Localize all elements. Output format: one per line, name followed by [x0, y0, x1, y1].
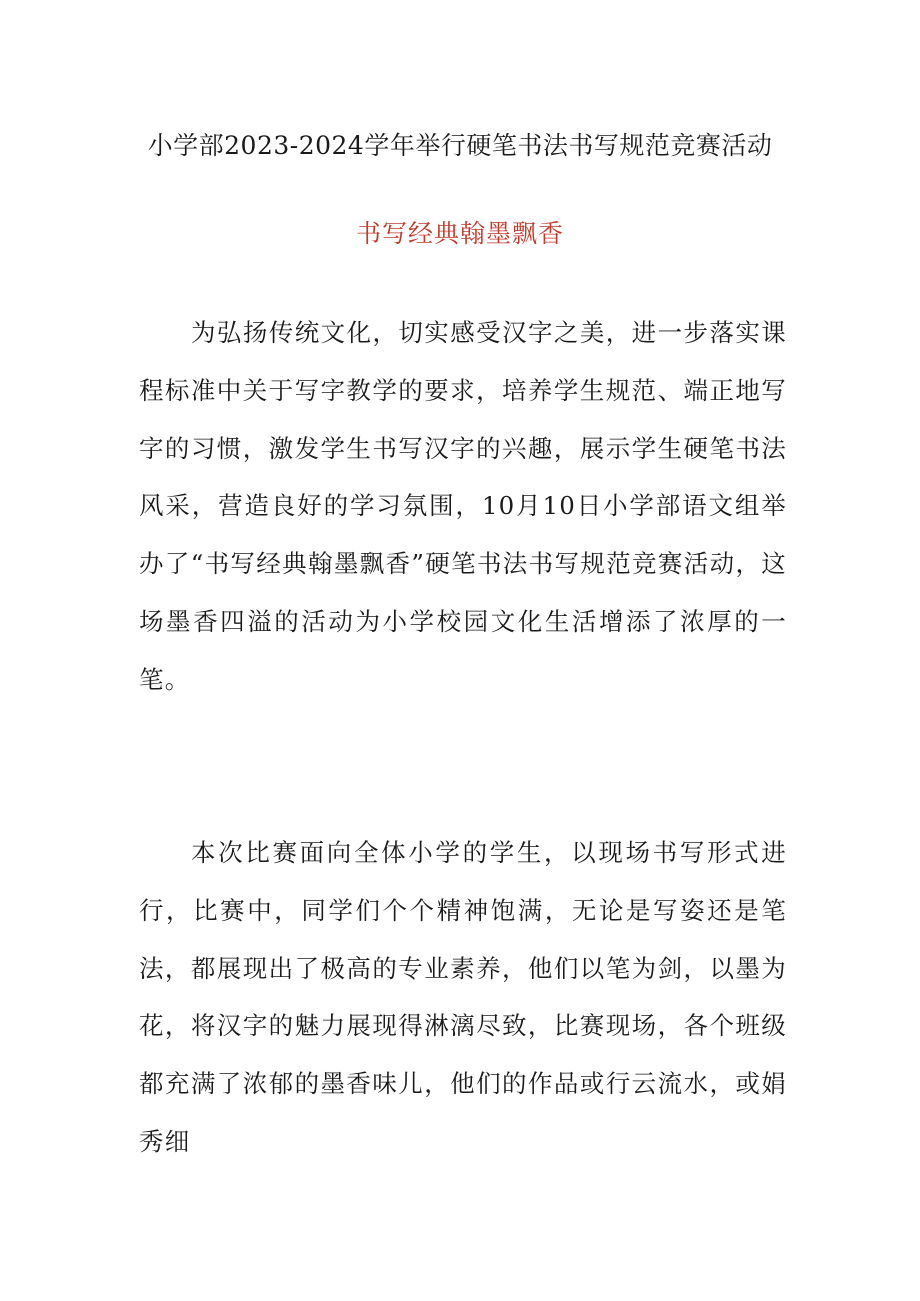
- paragraph-1: 为弘扬传统文化，切实感受汉字之美，进一步落实课程标准中关于写字教学的要求，培养学生规范、端正地写字的习惯，激发学生书写汉字的兴趣，展示学生硬笔书法风采，营造良好的学习氛围，10月10日小学部语文组举办了“书写经典翰墨飘香”硬笔书法书写规范竞赛活动，这场墨香四溢的活动为小学校园文化生活增添了浓厚的一笔。: [139, 318, 787, 694]
- document-subtitle: 书写经典翰墨飘香: [355, 219, 564, 248]
- paragraph-2: 本次比赛面向全体小学的学生，以现场书写形式进行，比赛中，同学们个个精神饱满，无论是写姿还是笔法，都展现出了极高的专业素养，他们以笔为剑，以墨为花，将汉字的魅力展现得淋漓尽致，比赛现场，各个班级都充满了浓郁的墨香味儿，他们的作品或行云流水，或娟秀细: [139, 838, 787, 1156]
- document-title: 小学部2023-2024学年举行硬笔书法书写规范竞赛活动: [147, 131, 773, 160]
